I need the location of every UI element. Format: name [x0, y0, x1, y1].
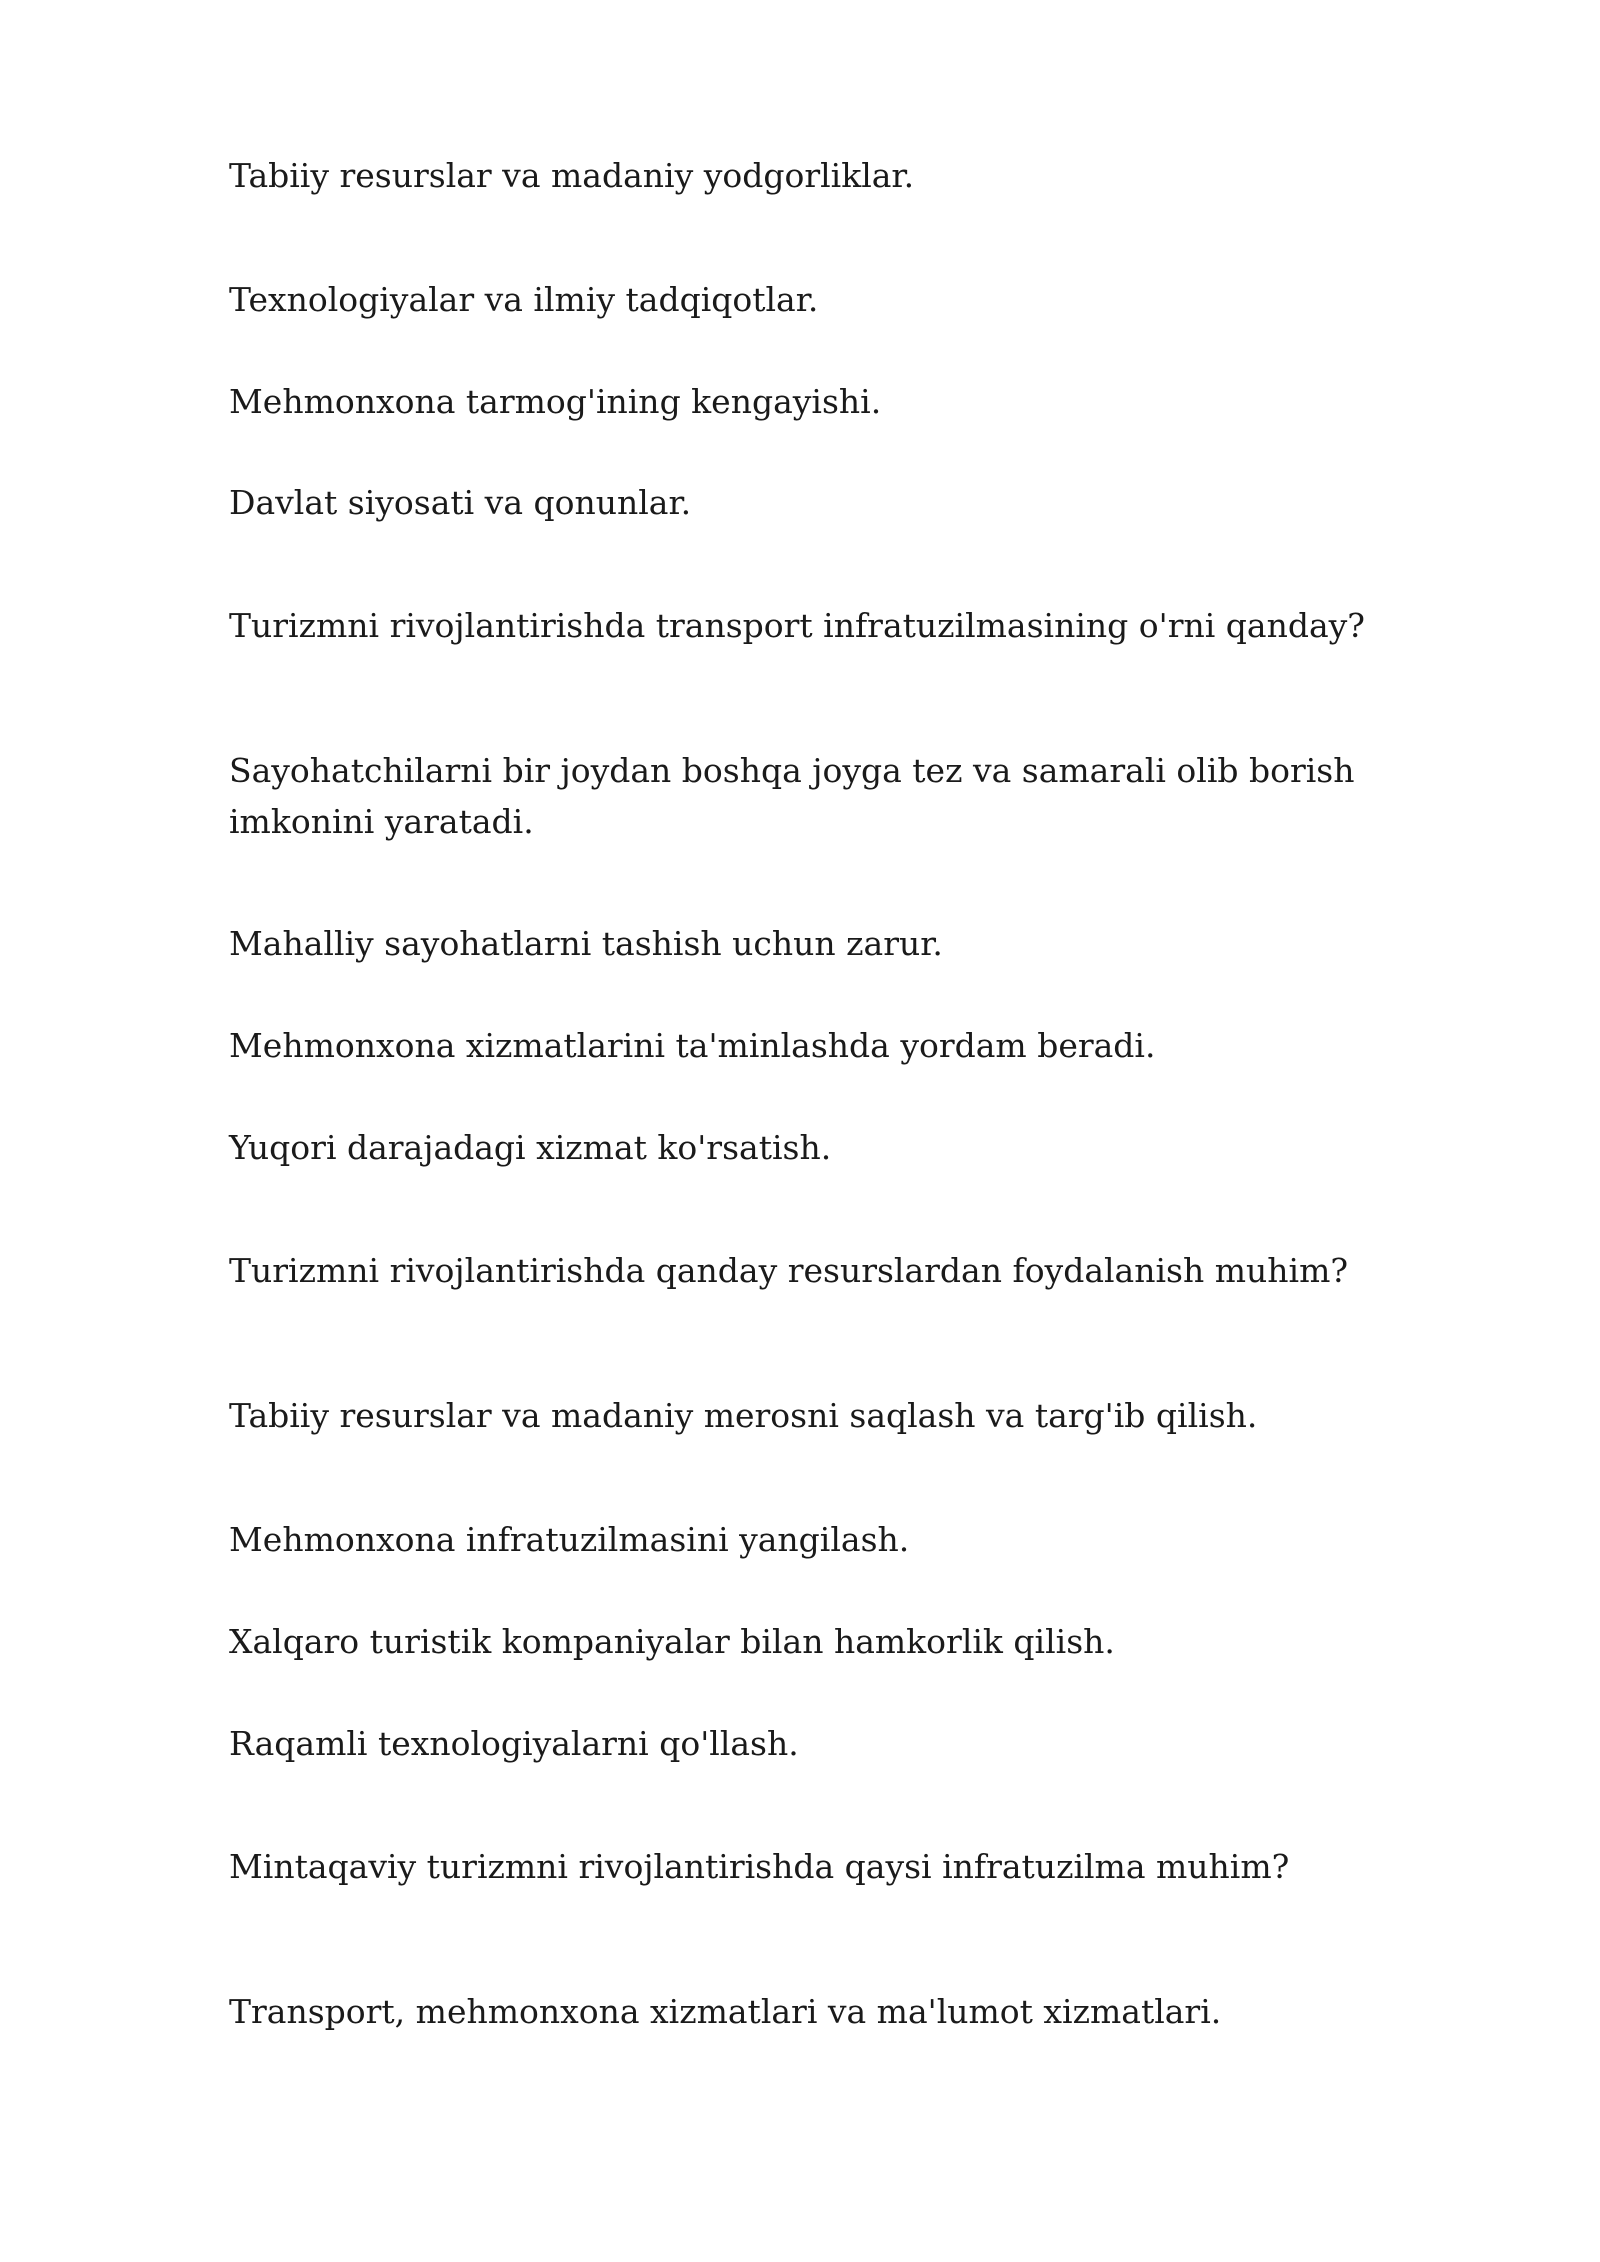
answer-option-line: Davlat siyosati va qonunlar. — [229, 483, 692, 522]
answer-option-line: Yuqori darajadagi xizmat ko'rsatish. — [229, 1128, 832, 1167]
answer-option-line: Transport, mehmonxona xizmatlari va ma'lumot xizmatlari. — [229, 1992, 1222, 2031]
answer-option-line: Mehmonxona infratuzilmasini yangilash. — [229, 1520, 910, 1559]
answer-option-line: Mahalliy sayohatlarni tashish uchun zarur. — [229, 924, 943, 963]
answer-option-line: Texnologiyalar va ilmiy tadqiqotlar. — [229, 280, 819, 319]
answer-option-line: Mehmonxona xizmatlarini ta'minlashda yordam beradi. — [229, 1026, 1156, 1065]
answer-option-line: Mehmonxona tarmog'ining kengayishi. — [229, 382, 882, 421]
question-line: Turizmni rivojlantirishda transport infratuzilmasining o'rni qanday? — [229, 606, 1365, 645]
question-line: Mintaqaviy turizmni rivojlantirishda qaysi infratuzilma muhim? — [229, 1847, 1290, 1886]
answer-option-line: Raqamli texnologiyalarni qo'llash. — [229, 1724, 799, 1763]
answer-option-line: Sayohatchilarni bir joydan boshqa joyga tez va samarali olib borish imkonini yaratadi. — [229, 751, 1355, 841]
question-line: Turizmni rivojlantirishda qanday resurslardan foydalanish muhim? — [229, 1251, 1349, 1290]
answer-option-line: Xalqaro turistik kompaniyalar bilan hamkorlik qilish. — [229, 1622, 1115, 1661]
answer-option-line: Tabiiy resurslar va madaniy yodgorliklar. — [229, 156, 915, 195]
answer-option-line: Tabiiy resurslar va madaniy merosni saqlash va targ'ib qilish. — [229, 1396, 1258, 1435]
